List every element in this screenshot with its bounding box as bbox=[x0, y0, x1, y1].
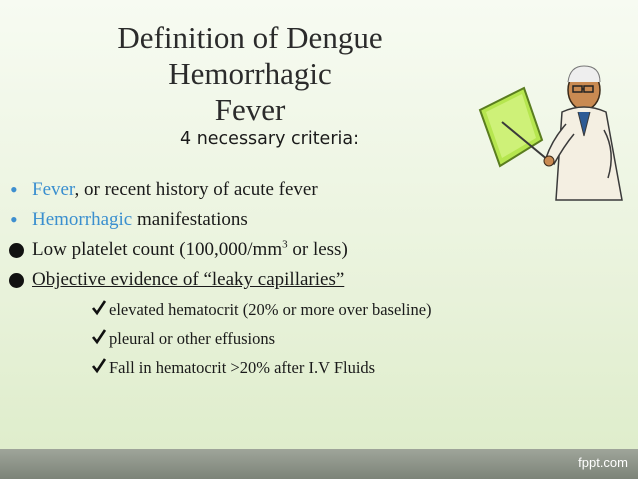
list-item-rest: manifestations bbox=[132, 209, 248, 230]
filled-circle-icon bbox=[9, 243, 24, 258]
dot-icon: • bbox=[10, 207, 18, 232]
sub-list-item bbox=[8, 324, 568, 353]
highlight-term: Fever bbox=[32, 179, 75, 200]
list-item-text bbox=[32, 175, 318, 205]
slide-subtitle: 4 necessary criteria: bbox=[180, 129, 359, 149]
list-item-text-before: Low platelet count (100,000/mm bbox=[32, 239, 283, 260]
slide-title bbox=[40, 20, 460, 128]
check-icon bbox=[91, 356, 107, 374]
list-item-text bbox=[32, 235, 348, 265]
sub-list-item bbox=[8, 353, 568, 382]
highlight-term: Hemorrhagic bbox=[32, 209, 133, 230]
slide-title-line2: Fever bbox=[214, 92, 286, 127]
check-icon bbox=[91, 298, 107, 316]
sub-list-item-text: elevated hematocrit (20% or more over baseline) bbox=[109, 300, 432, 319]
sub-list-item-text: Fall in hematocrit >20% after I.V Fluids bbox=[109, 358, 376, 377]
list-item-rest: , or recent history of acute fever bbox=[74, 179, 318, 200]
list-item-text-after: or less) bbox=[287, 239, 348, 260]
list-item-text: Objective evidence of “leaky capillaries” bbox=[32, 269, 345, 290]
filled-circle-icon bbox=[9, 273, 24, 288]
dot-icon: • bbox=[10, 177, 18, 202]
slide-title-line1: Definition of Dengue Hemorrhagic bbox=[117, 20, 383, 91]
list-item-text bbox=[32, 205, 248, 235]
sub-list-item-text: pleural or other effusions bbox=[109, 329, 276, 348]
superscript: 3 bbox=[282, 238, 288, 251]
criteria-list bbox=[8, 175, 568, 382]
footer-brand: fppt.com bbox=[578, 455, 628, 470]
sub-list-item bbox=[8, 295, 568, 324]
check-icon bbox=[91, 327, 107, 345]
list-item bbox=[8, 175, 568, 205]
list-item bbox=[8, 235, 568, 265]
list-item bbox=[8, 205, 568, 235]
list-item bbox=[8, 265, 568, 295]
footer-band bbox=[0, 449, 638, 479]
